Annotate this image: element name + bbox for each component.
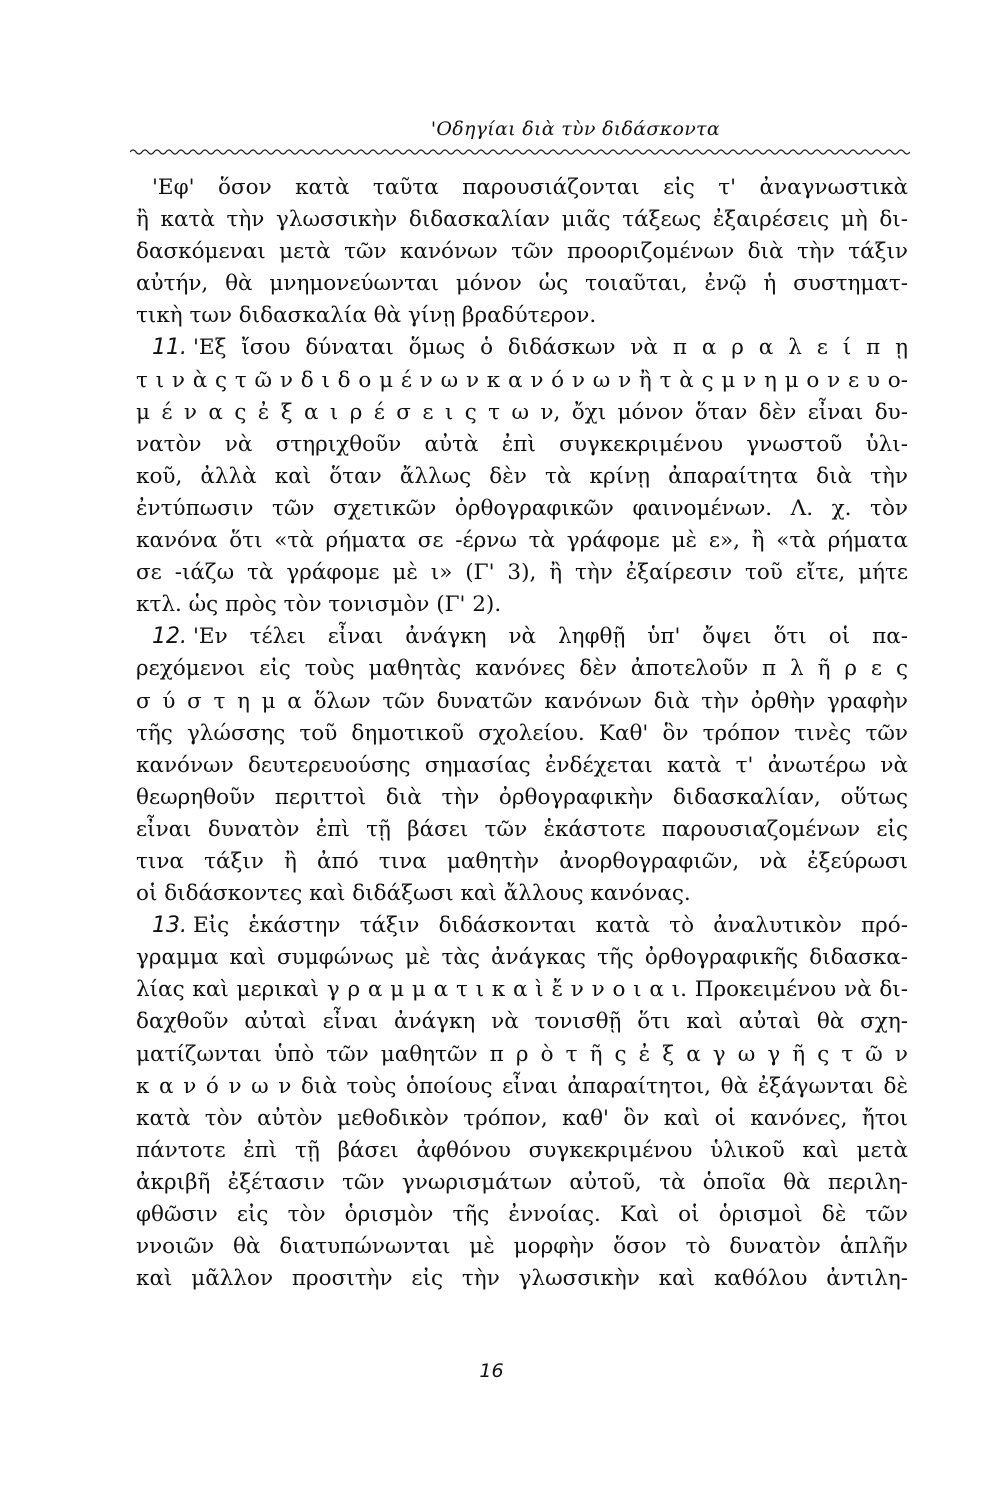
text-line: αὐτήν, θὰ μνημονεύωνται μόνον ὡς τοιαῦται, ἐνῷ ἡ συστηματ-: [136, 271, 908, 297]
text-line: γραμμα καὶ συμφώνως μὲ τὰς ἀνάγκας τῆς ὀρθογραφικῆς διδασκα-: [136, 945, 908, 971]
text-line: [136, 621, 908, 653]
text-line: ννοιῶν θὰ διατυπώνωνται μὲ μορφὴν ὅσον τὸ δυνατὸν ἁπλῆν: [136, 1234, 908, 1260]
section-number: 11.: [152, 335, 187, 361]
text-line: μ έ ν α ς ἐ ξ α ι ρ έ σ ε ι ς τ ω ν, ὄχι μόνον ὅταν δὲν εἶναι δυ-: [136, 399, 908, 425]
text-line: κανόνων δευτερευούσης σημασίας ἐνδέχεται κατὰ τ' ἀνωτέρω νὰ: [136, 752, 908, 778]
paragraph-11: [136, 332, 908, 621]
paragraph-12: [136, 621, 908, 910]
text-line-content: Εἰς ἑκάστην τάξιν διδάσκονται κατὰ τὸ ἀναλυτικὸν πρό-: [193, 913, 908, 939]
text-line: κανόνα ὅτι «τὰ ρήματα σε -έρνω τὰ γράφομε μὲ ε», ἢ «τὰ ρήματα: [136, 528, 908, 554]
section-number: 12.: [152, 624, 187, 650]
text-line: τικὴ των διδασκαλία θὰ γίνῃ βραδύτερον.: [136, 303, 597, 329]
text-line: λίας καὶ μερικαὶ γ ρ α μ μ α τ ι κ α ὶ ἔ ν ν ο ι α ι. Προκειμένου νὰ δι-: [136, 977, 908, 1003]
text-line: φθῶσιν εἰς τὸν ὁρισμὸν τῆς ἐννοίας. Καὶ οἱ ὁρισμοὶ δὲ τῶν: [136, 1202, 908, 1227]
text-line: κοῦ, ἀλλὰ καὶ ὅταν ἄλλως δὲν τὰ κρίνῃ ἀπαραίτητα διὰ τὴν: [136, 463, 908, 489]
text-line: ἐντύπωσιν τῶν σχετικῶν ὀρθογραφικῶν φαινομένων. Λ. χ. τὸν: [136, 495, 908, 521]
text-line: τινα τάξιν ἢ ἀπό τινα μαθητὴν ἀνορθογραφιῶν, νὰ ἐξεύρωσι: [136, 848, 908, 874]
text-line: ἢ κατὰ τὴν γλωσσικὴν διδασκαλίαν μιᾶς τάξεως ἐξαιρέσεις μὴ δι-: [136, 207, 908, 233]
text-line: [136, 332, 908, 364]
body-text: [136, 172, 908, 1295]
text-line: ἀκριβῆ ἐξέτασιν τῶν γνωρισμάτων αὐτοῦ, τὰ ὁποῖα θὰ περιλη-: [136, 1169, 908, 1195]
text-line: ματίζωνται ὑπὸ τῶν μαθητῶν π ρ ὸ τ ῆ ς ἐ ξ α γ ω γ ῆ ς τ ῶ ν: [136, 1041, 908, 1067]
paragraph-continuation: [136, 172, 908, 332]
text-line-content: 'Εν τέλει εἶναι ἀνάγκη νὰ ληφθῇ ὑπ' ὄψει ὅτι οἱ πα-: [193, 624, 908, 650]
text-line: δασκόμεναι μετὰ τῶν κανόνων τῶν προοριζομένων διὰ τὴν τάξιν: [136, 239, 908, 265]
text-line: κ α ν ό ν ω ν διὰ τοὺς ὁποίους εἶναι ἀπαραίτητοι, θὰ ἐξάγωνται δὲ: [136, 1073, 908, 1099]
text-line: δαχθοῦν αὐταὶ εἶναι ἀνάγκη νὰ τονισθῇ ὅτι καὶ αὐταὶ θὰ σχη-: [136, 1009, 908, 1035]
text-line: σε -ιάζω τὰ γράφομε μὲ ι» (Γ' 3), ἢ τὴν ἐξαίρεσιν τοῦ εἴτε, μήτε: [136, 560, 908, 586]
text-line: οἱ διδάσκοντες καὶ διδάξωσι καὶ ἄλλους κανόνας.: [136, 881, 691, 907]
text-line: σ ύ σ τ η μ α ὅλων τῶν δυνατῶν κανόνων διὰ τὴν ὀρθὴν γραφὴν: [136, 688, 908, 714]
text-line: κτλ. ὡς πρὸς τὸν τονισμὸν (Γ' 2).: [136, 592, 502, 618]
paragraph-13: [136, 910, 908, 1295]
running-head: 'Οδηγίαι διὰ τὺν διδάσκοντα: [430, 118, 720, 140]
text-line: τ ι ν ὰ ς τ ῶ ν δ ι δ ο μ έ ν ω ν κ α ν ό ν ω ν ἢ τ ὰ ς μ ν η μ ο ν ε υ ο-: [136, 367, 908, 393]
text-line: πάντοτε ἐπὶ τῇ βάσει ἀφθόνου συγκεκριμένου ὑλικοῦ καὶ μετὰ: [136, 1137, 908, 1163]
text-line: [136, 910, 908, 942]
text-line: κατὰ τὸν αὐτὸν μεθοδικὸν τρόπον, καθ' ὃν καὶ οἱ κανόνες, ἤτοι: [136, 1105, 908, 1131]
text-line: εἶναι δυνατὸν ἐπὶ τῇ βάσει τῶν ἑκάστοτε παρουσιαζομένων εἰς: [136, 816, 908, 842]
text-line-content: 'Εξ ἴσου δύναται ὅμως ὁ διδάσκων νὰ π α ρ α λ ε ί π ῃ: [193, 335, 908, 361]
text-line: καὶ μᾶλλον προσιτὴν εἰς τὴν γλωσσικὴν καὶ καθόλου ἀντιλη-: [136, 1266, 908, 1292]
text-line: νατὸν νὰ στηριχθοῦν αὐτὰ ἐπὶ συγκεκριμένου γνωστοῦ ὑλι-: [136, 431, 908, 457]
wavy-rule-divider: [130, 145, 910, 159]
page-number: 16: [479, 1360, 504, 1382]
text-line: 'Εφ' ὅσον κατὰ ταῦτα παρουσιάζονται εἰς τ' ἀναγνωστικὰ: [152, 175, 908, 200]
text-line: τῆς γλώσσης τοῦ δημοτικοῦ σχολείου. Καθ' ὃν τρόπον τινὲς τῶν: [136, 720, 908, 746]
text-line: θεωρηθοῦν περιττοὶ διὰ τὴν ὀρθογραφικὴν διδασκαλίαν, οὕτως: [136, 784, 908, 810]
section-number: 13.: [152, 913, 187, 939]
text-line: ρεχόμενοι εἰς τοὺς μαθητὰς κανόνες δὲν ἀποτελοῦν π λ ῆ ρ ε ς: [136, 656, 908, 682]
